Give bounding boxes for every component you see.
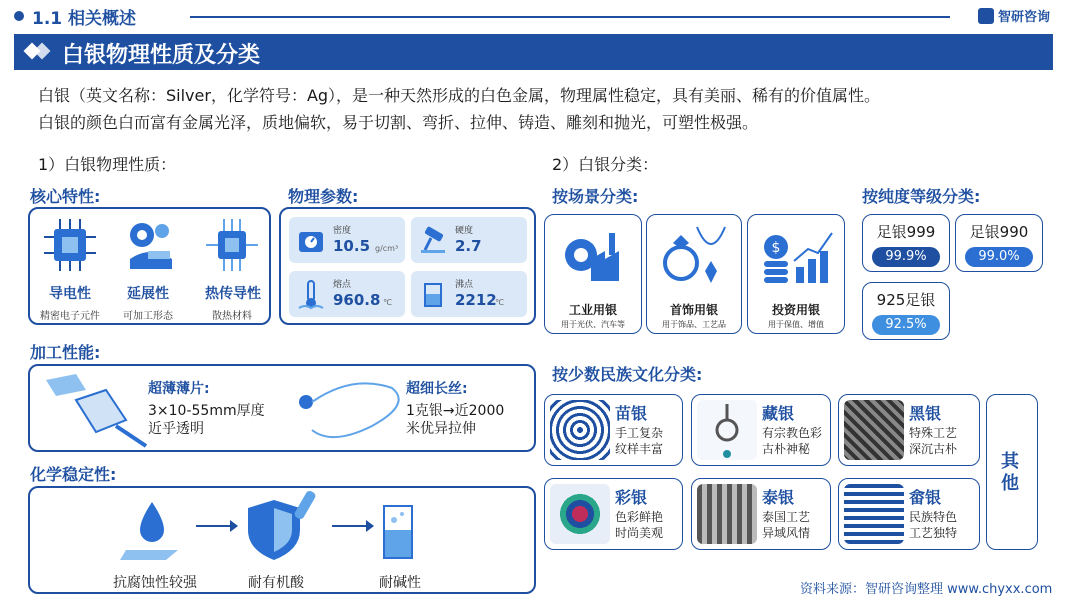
factory-icon <box>559 225 629 285</box>
black-silver-image <box>844 400 904 460</box>
culture-card <box>691 478 831 550</box>
scene-card <box>747 214 845 334</box>
culture-desc-line: 时尚美观 <box>615 526 664 540</box>
diamond-icon <box>34 43 51 60</box>
culture-desc-line: 色彩鲜艳 <box>615 510 664 524</box>
scene-name: 投资用银 <box>771 303 820 317</box>
param-card <box>411 217 527 263</box>
process-heading: 加工性能: <box>30 343 101 362</box>
svg-text:$: $ <box>771 240 781 256</box>
culture-desc-line: 手工复杂 <box>615 426 664 440</box>
silver-wire-icon <box>292 370 412 450</box>
purity-pct: 92.5% <box>872 315 940 335</box>
thin-title: 超薄薄片: <box>148 381 210 397</box>
culture-desc <box>762 509 810 541</box>
culture-card <box>691 394 831 466</box>
top-bar <box>0 0 1067 32</box>
culture-desc-line: 古朴神秘 <box>762 442 811 456</box>
culture-card <box>544 478 683 550</box>
culture-name: 畲银 <box>909 488 942 507</box>
param-label: 硬度 <box>455 226 474 236</box>
silver-sheet-icon <box>36 370 156 450</box>
param-value: 10.5 <box>333 237 371 255</box>
culture-desc <box>762 425 822 457</box>
purity-card <box>862 214 950 272</box>
param-label: 沸点 <box>455 280 474 290</box>
param-unit: ℃ <box>495 298 504 307</box>
miao-silver-image <box>550 400 610 460</box>
culture-desc-line: 特殊工艺 <box>909 426 958 440</box>
intro-line: 白银（英文名称：Silver，化学符号：Ag），是一种天然形成的白色金属，物理属性稳定，具有美丽、稀有的价值属性。 <box>38 86 881 105</box>
chip-icon <box>40 215 100 275</box>
scene-desc: 用于饰品、工艺品 <box>662 320 726 329</box>
arrow-icon <box>194 516 238 536</box>
culture-desc-line: 工艺独特 <box>909 526 958 540</box>
other-label: 其他 <box>1001 451 1019 494</box>
core-item-desc: 散热材料 <box>212 311 252 322</box>
param-unit: ℃ <box>383 298 392 307</box>
core-item-name: 延展性 <box>127 286 169 302</box>
purity-heading: 按纯度等级分类: <box>862 187 981 206</box>
other-card <box>986 394 1038 550</box>
wire-line: 1克银→近2000 <box>406 403 505 419</box>
arrow-icon <box>330 516 374 536</box>
left-heading: 1）白银物理性质： <box>38 155 177 174</box>
intro-text <box>38 82 1048 136</box>
params-box <box>279 207 536 325</box>
chem-heading: 化学稳定性: <box>30 465 117 484</box>
core-item-desc: 精密电子元件 <box>40 311 100 322</box>
culture-desc <box>615 425 663 457</box>
core-box <box>28 207 271 325</box>
culture-desc <box>909 425 957 457</box>
logo-text: 智研咨询 <box>998 10 1051 25</box>
scene-name: 首饰用银 <box>669 303 718 317</box>
chem-item: 抗腐蚀性较强 <box>113 575 197 591</box>
scene-heading: 按场景分类: <box>552 187 639 206</box>
section-title: 1.1 相关概述 <box>32 9 137 29</box>
param-card <box>411 271 527 317</box>
title-banner <box>14 34 1053 70</box>
param-label: 熔点 <box>333 280 352 290</box>
drop-icon <box>120 494 184 564</box>
param-card <box>289 271 405 317</box>
source-note: 资料来源：智研咨询整理 www.chyxx.com <box>800 582 1053 597</box>
scene-desc: 用于光伏、汽车等 <box>561 320 625 329</box>
colored-silver-image <box>550 484 610 544</box>
ring-necklace-icon <box>657 221 733 291</box>
culture-desc-line: 有宗教色彩 <box>762 426 823 440</box>
hammer-icon <box>417 224 449 256</box>
purity-pct: 99.9% <box>872 247 940 267</box>
core-heading: 核心特性: <box>30 187 101 206</box>
wire-line: 米优异拉伸 <box>406 421 476 437</box>
chem-box <box>28 486 536 594</box>
culture-name: 黑银 <box>909 404 942 423</box>
culture-card <box>838 478 980 550</box>
culture-heading: 按少数民族文化分类: <box>552 365 703 384</box>
brand-logo <box>978 6 1050 25</box>
thai-silver-image <box>697 484 757 544</box>
purity-pct: 99.0% <box>965 247 1033 267</box>
core-item-name: 热传导性 <box>205 286 261 302</box>
she-silver-image <box>844 484 904 544</box>
scene-card <box>646 214 742 334</box>
process-box <box>28 364 536 452</box>
intro-line: 白银的颜色白而富有金属光泽，质地偏软，易于切割、弯折、拉伸、铸造、雕刻和抛光，可塑性极强。 <box>38 113 759 132</box>
culture-name: 苗银 <box>615 404 648 423</box>
coins-chart-icon <box>758 225 836 287</box>
param-value: 2212 <box>455 291 497 309</box>
culture-name: 彩银 <box>615 488 648 507</box>
page-title: 白银物理性质及分类 <box>62 43 261 68</box>
beaker-icon <box>370 494 426 564</box>
tibetan-silver-image <box>697 400 757 460</box>
heat-chip-icon <box>202 215 262 275</box>
culture-desc <box>615 509 663 541</box>
culture-name: 藏银 <box>762 404 795 423</box>
shield-icon <box>238 488 328 564</box>
chem-item: 耐有机酸 <box>248 575 304 591</box>
culture-desc-line: 纹样丰富 <box>615 442 664 456</box>
purity-name: 925足银 <box>876 291 936 309</box>
right-heading: 2）白银分类： <box>552 155 659 174</box>
purity-name: 足银990 <box>969 223 1029 241</box>
scene-card <box>544 214 642 334</box>
core-item-name: 导电性 <box>49 286 91 302</box>
gear-icon <box>120 215 180 275</box>
thin-line: 3×10-55mm厚度 <box>148 403 265 419</box>
culture-desc-line: 异域风情 <box>762 526 811 540</box>
purity-card <box>862 282 950 340</box>
culture-desc <box>909 509 957 541</box>
wire-title: 超细长丝: <box>406 381 468 397</box>
purity-card <box>955 214 1043 272</box>
logo-icon <box>978 8 994 24</box>
param-value: 960.8 <box>333 291 381 309</box>
core-item-desc: 可加工形态 <box>123 311 173 322</box>
param-card <box>289 217 405 263</box>
culture-card <box>544 394 683 466</box>
param-unit: g/cm³ <box>375 244 399 253</box>
culture-desc-line: 泰国工艺 <box>762 510 811 524</box>
culture-name: 泰银 <box>762 488 795 507</box>
params-heading: 物理参数: <box>288 187 359 206</box>
chem-item: 耐碱性 <box>379 575 421 591</box>
culture-desc-line: 民族特色 <box>909 510 958 524</box>
scene-desc: 用于保值、增值 <box>768 320 824 329</box>
param-label: 密度 <box>333 226 352 236</box>
purity-name: 足银999 <box>876 223 936 241</box>
param-value: 2.7 <box>455 237 482 255</box>
scene-name: 工业用银 <box>568 303 617 317</box>
scale-icon <box>295 224 327 256</box>
divider <box>190 16 950 18</box>
thin-line: 近乎透明 <box>148 421 204 437</box>
ornament-icon <box>697 400 757 460</box>
culture-desc-line: 深沉古朴 <box>909 442 958 456</box>
culture-card <box>838 394 980 466</box>
section-dot-icon <box>14 11 24 21</box>
thermometer-icon <box>295 278 327 310</box>
beaker-icon <box>417 278 449 310</box>
